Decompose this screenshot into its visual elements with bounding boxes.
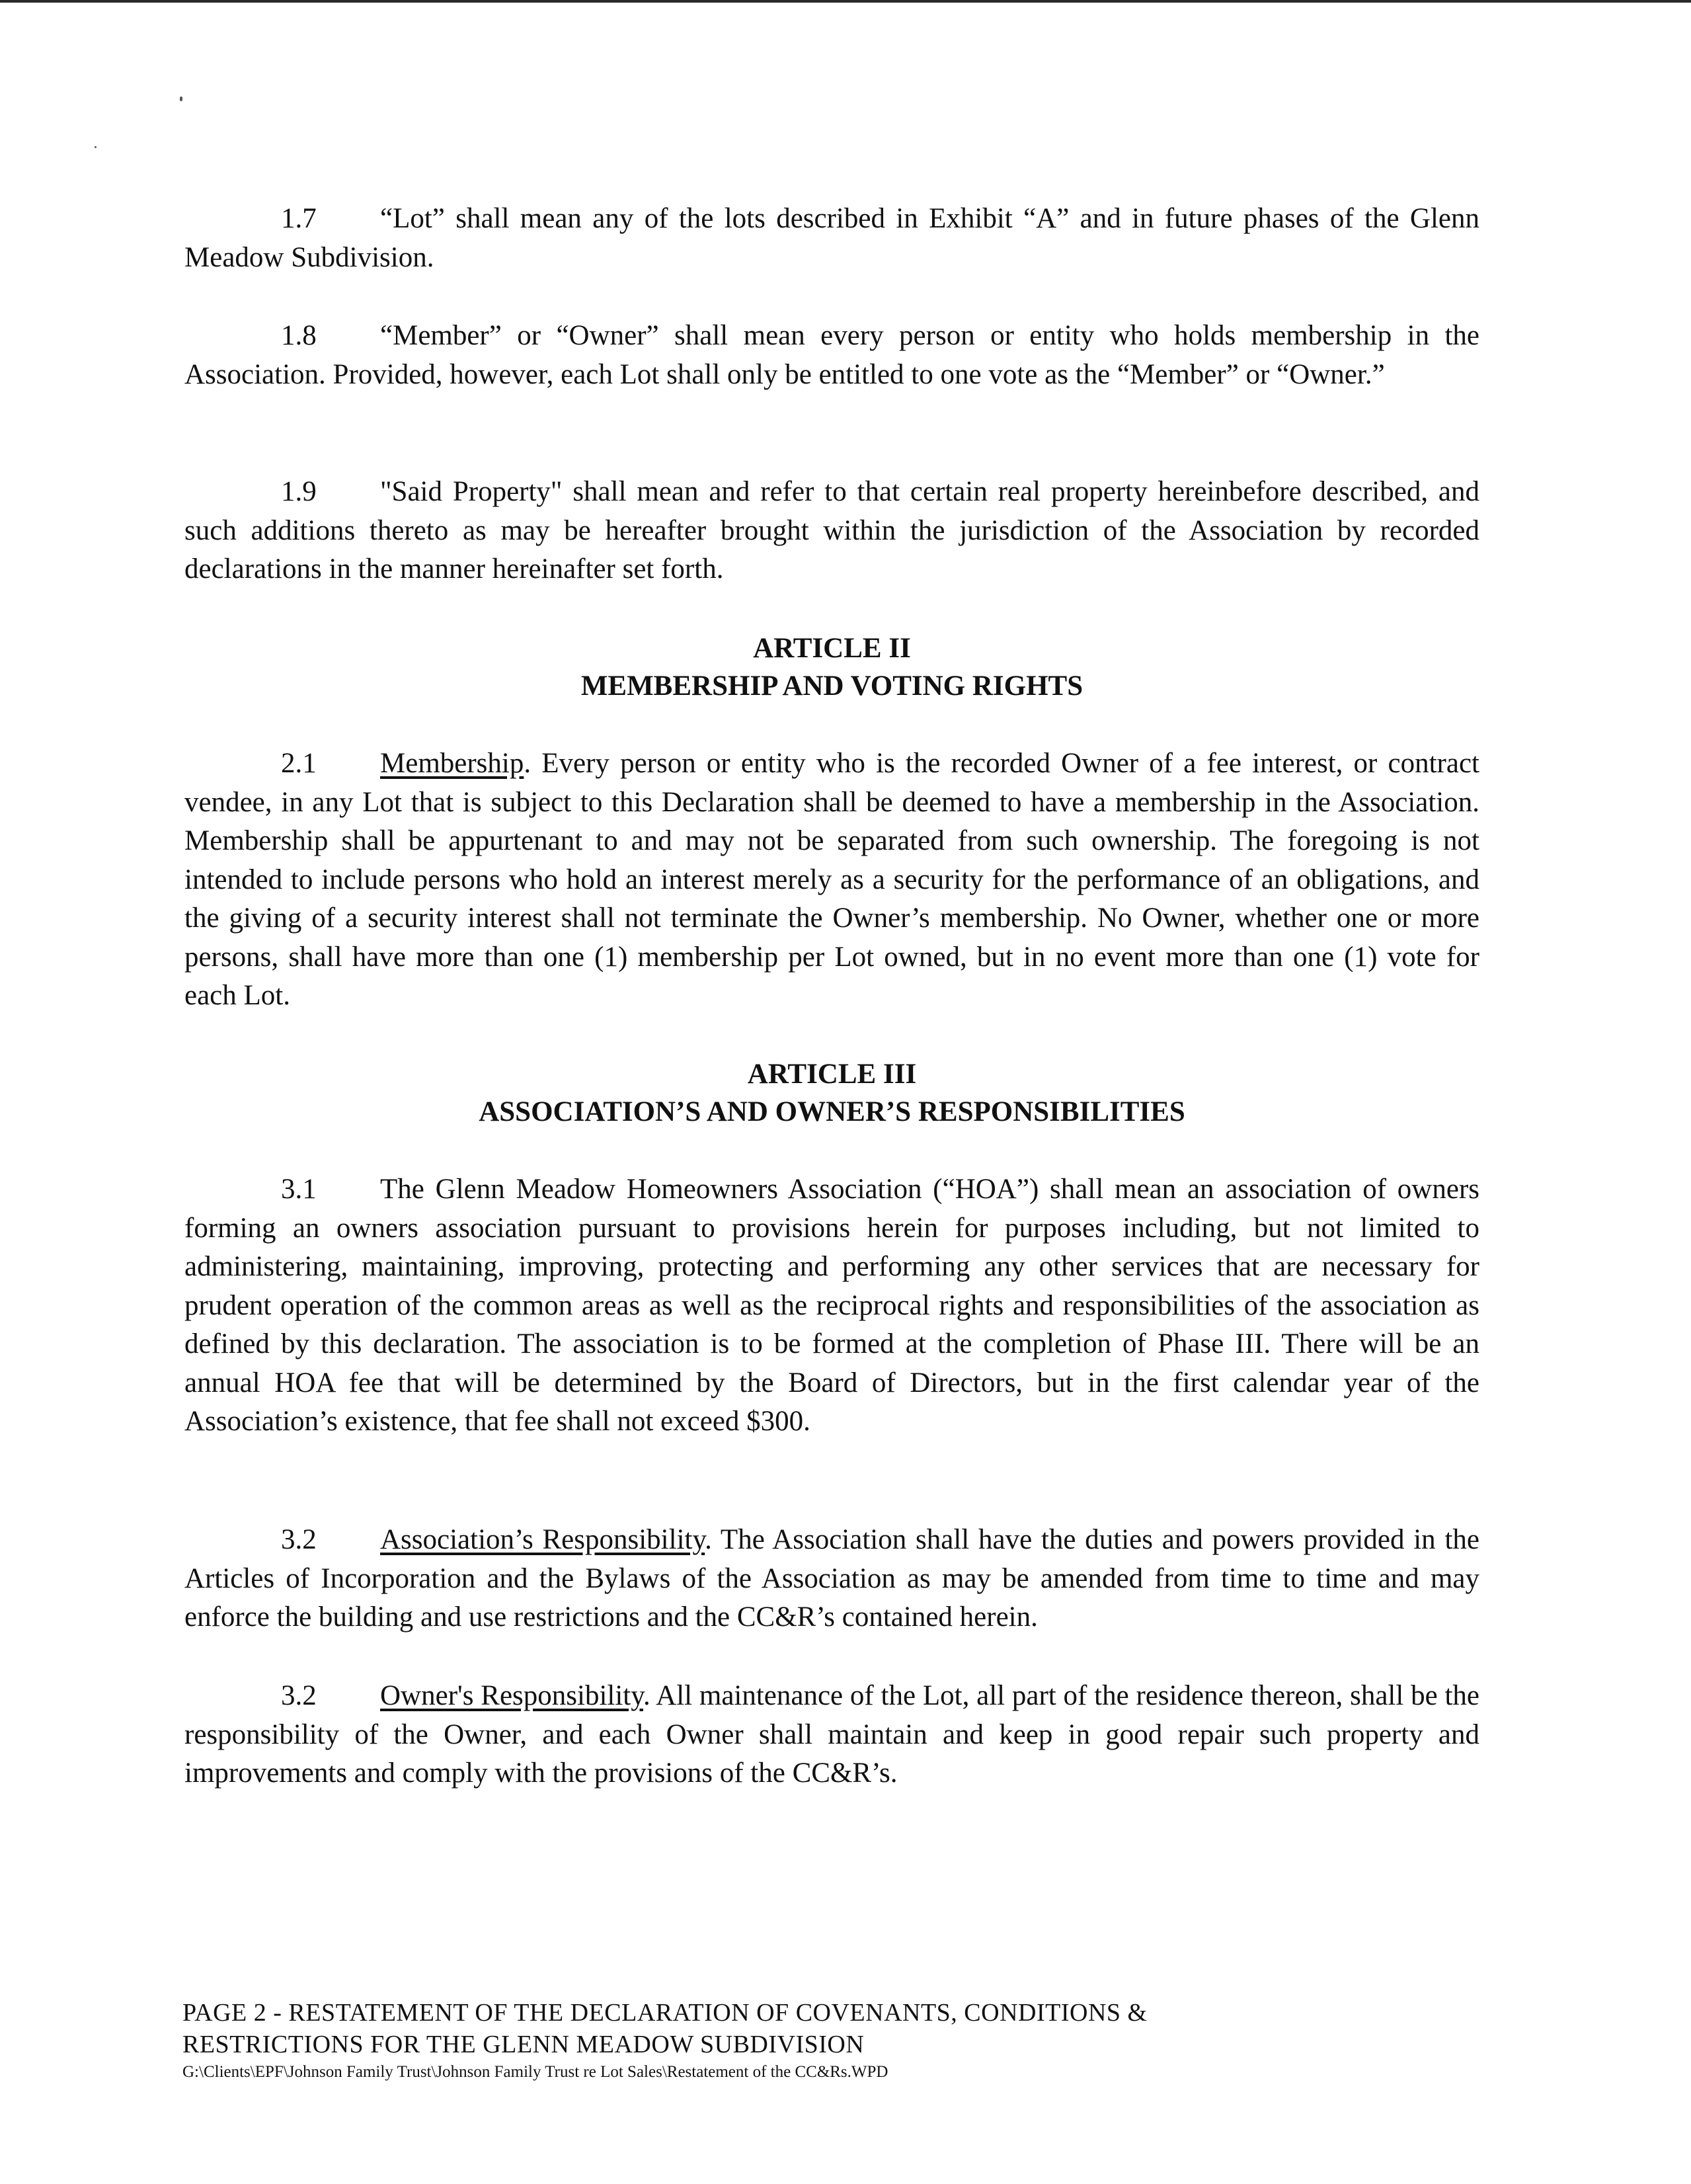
article-label: ARTICLE III [747,1059,917,1090]
paragraph-text: “Member” or “Owner” shall mean every person or entity who holds membership in the Association. Provided, however, each Lot shall only be entitled to one vote as the “Member” or “Owner.” [184,320,1479,390]
paragraph-1-9 [184,473,1479,589]
footer-line-2: RESTRICTIONS FOR THE GLENN MEADOW SUBDIVISION [182,2031,865,2058]
section-number: 3.2 [281,1524,317,1555]
article-title: MEMBERSHIP AND VOTING RIGHTS [580,670,1083,702]
paragraph-3-1 [184,1170,1479,1441]
section-number: 3.1 [281,1174,317,1205]
section-heading: Owner's Responsibility [380,1680,643,1711]
section-number: 1.7 [281,203,317,234]
paragraph-1-8 [184,317,1479,394]
footer-file-path: G:\Clients\EPF\Johnson Family Trust\Johnson Family Trust re Lot Sales\Restatement of the CC&Rs.WPD [182,2063,888,2081]
section-number: 1.9 [281,476,317,507]
article-label: ARTICLE II [753,633,911,664]
article-2-heading [184,629,1479,705]
paragraph-text: . All maintenance of the Lot, all part of the residence thereon, shall be the responsibility of the Owner, and each Owner shall maintain and keep in good repair such property and improvements and comply with the provisions of the CC&R’s. [184,1680,1479,1789]
paragraph-text: . The Association shall have the duties and powers provided in the Articles of Incorporation and the Bylaws of the Association as may be amended from time to time and may enforce the building and use restrictions and the CC&R’s contained herein. [184,1524,1479,1633]
paragraph-text: The Glenn Meadow Homeowners Association (“HOA”) shall mean an association of owners forming an owners association pursuant to provisions herein for purposes including, but not limited to administering, maintaining, improving, protecting and performing any other services that are necessary for prudent operation of the common areas as well as the reciprocal rights and responsibilities of the association as defined by this declaration. The association is to be formed at the completion of Phase III. There will be an annual HOA fee that will be determined by the Board of Directors, but in the first calendar year of the Association’s existence, that fee shall not exceed $300. [184,1174,1479,1437]
scan-top-edge [0,0,1691,3]
scan-speck [95,146,97,148]
paragraph-text: . Every person or entity who is the recorded Owner of a fee interest, or contract vendee, in any Lot that is subject to this Declaration shall be deemed to have a membership in the Association. Membership shall be appurtenant to and may not be separated from such ownership. The foregoing is not intended to include persons who hold an interest merely as a security for the performance of an obligations, and the giving of a security interest shall not terminate the Owner’s membership. No Owner, whether one or more persons, shall have more than one (1) membership per Lot owned, but in no event more than one (1) vote for each Lot. [184,748,1479,1011]
paragraph-text: “Lot” shall mean any of the lots described in Exhibit “A” and in future phases of the Glenn Meadow Subdivision. [184,203,1479,273]
article-title: ASSOCIATION’S AND OWNER’S RESPONSIBILITIES [479,1096,1185,1127]
paragraph-2-1 [184,745,1479,1016]
page-footer [182,1997,1438,2083]
section-number: 3.2 [281,1680,317,1711]
paragraph-text: "Said Property" shall mean and refer to that certain real property hereinbefore described, and such additions thereto as may be hereafter brought within the jurisdiction of the Association by recorded declarations in the manner hereinafter set forth. [184,476,1479,585]
paragraph-1-7 [184,200,1479,277]
section-number: 2.1 [281,748,317,779]
section-heading: Membership [380,748,524,779]
paragraph-3-2-owner [184,1677,1479,1793]
scan-speck [180,97,182,101]
section-heading: Association’s Responsibility [380,1524,705,1555]
paragraph-3-2-association [184,1521,1479,1637]
section-number: 1.8 [281,320,317,351]
article-3-heading [184,1055,1479,1131]
footer-line-1: PAGE 2 - RESTATEMENT OF THE DECLARATION OF COVENANTS, CONDITIONS & [182,1999,1148,2027]
